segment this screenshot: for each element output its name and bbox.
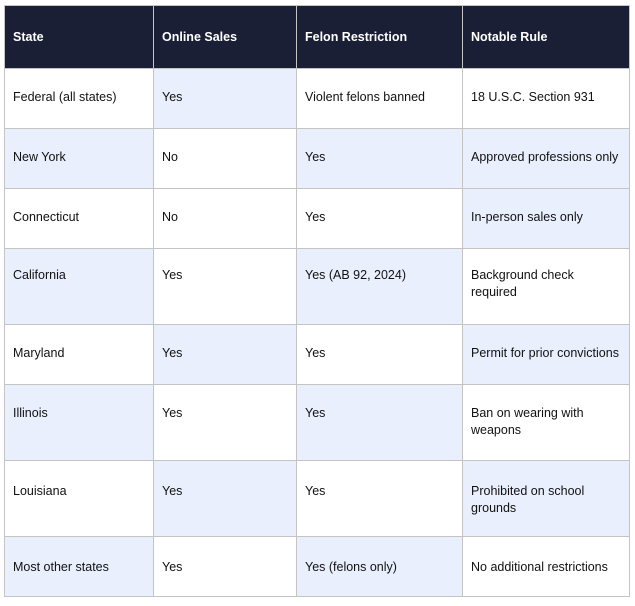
header-row [5, 6, 630, 69]
felon-restriction-cell: Yes (felons only) [297, 537, 463, 597]
state-cell: Louisiana [5, 461, 154, 537]
notable-rule-cell: Ban on wearing with weapons [463, 385, 630, 461]
body-armor-law-table [4, 5, 630, 597]
online-sales-cell: No [154, 189, 297, 249]
table-row [5, 189, 630, 249]
table-row [5, 537, 630, 597]
table-row [5, 385, 630, 461]
table-row [5, 325, 630, 385]
online-sales-cell: Yes [154, 537, 297, 597]
table-row [5, 129, 630, 189]
notable-rule-cell: Prohibited on school grounds [463, 461, 630, 537]
table-row [5, 69, 630, 129]
table-row [5, 249, 630, 325]
state-cell: New York [5, 129, 154, 189]
notable-rule-cell: Background check required [463, 249, 630, 325]
online-sales-cell: Yes [154, 249, 297, 325]
column-header-state: State [5, 6, 154, 69]
state-cell: Illinois [5, 385, 154, 461]
column-header-felon-restriction: Felon Restriction [297, 6, 463, 69]
felon-restriction-cell: Yes [297, 129, 463, 189]
state-cell: Connecticut [5, 189, 154, 249]
column-header-notable-rule: Notable Rule [463, 6, 630, 69]
online-sales-cell: Yes [154, 325, 297, 385]
online-sales-cell: Yes [154, 461, 297, 537]
state-cell: Maryland [5, 325, 154, 385]
felon-restriction-cell: Yes [297, 461, 463, 537]
felon-restriction-cell: Violent felons banned [297, 69, 463, 129]
online-sales-cell: Yes [154, 69, 297, 129]
felon-restriction-cell: Yes (AB 92, 2024) [297, 249, 463, 325]
notable-rule-cell: In-person sales only [463, 189, 630, 249]
state-cell: Federal (all states) [5, 69, 154, 129]
notable-rule-cell: Approved professions only [463, 129, 630, 189]
state-cell: California [5, 249, 154, 325]
notable-rule-cell: 18 U.S.C. Section 931 [463, 69, 630, 129]
online-sales-cell: No [154, 129, 297, 189]
table-row [5, 461, 630, 537]
notable-rule-cell: Permit for prior convictions [463, 325, 630, 385]
state-cell: Most other states [5, 537, 154, 597]
felon-restriction-cell: Yes [297, 325, 463, 385]
felon-restriction-cell: Yes [297, 385, 463, 461]
notable-rule-cell: No additional restrictions [463, 537, 630, 597]
felon-restriction-cell: Yes [297, 189, 463, 249]
online-sales-cell: Yes [154, 385, 297, 461]
column-header-online-sales: Online Sales [154, 6, 297, 69]
